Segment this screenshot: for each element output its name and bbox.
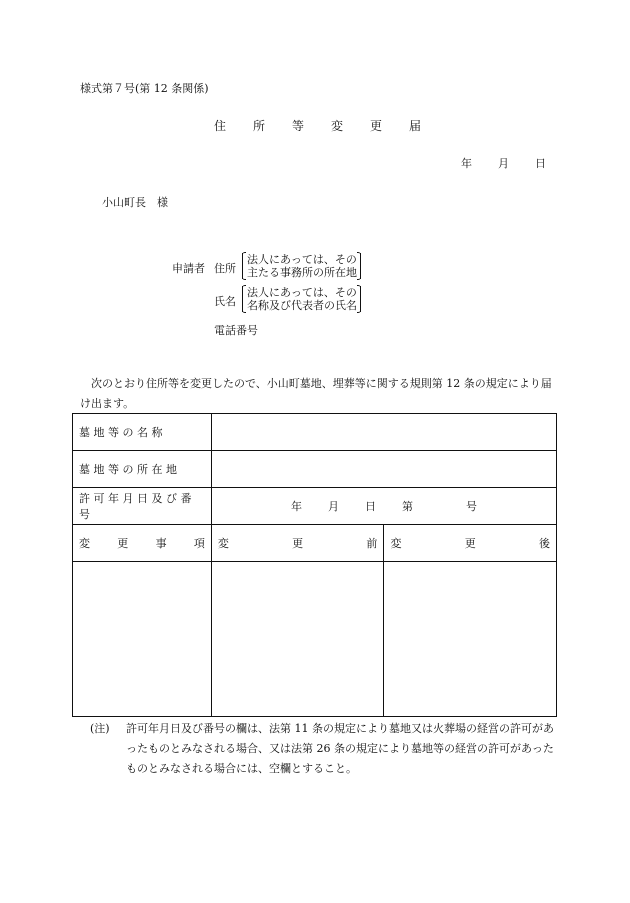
header-char: 項 [193,537,205,550]
cemetery-location-label-text: 墓 地 等 の 所 在 地 [79,463,177,476]
table-row [73,562,557,717]
cemetery-location-label [73,451,212,488]
change-item-field[interactable] [73,562,212,717]
header-char: 変 [390,537,402,550]
date-day: 日 [535,157,546,170]
title-char: 住 [214,119,227,133]
cemetery-name-label [73,414,212,451]
table-row [73,414,557,451]
change-form-table [72,413,557,717]
header-char: 後 [539,537,550,550]
table-row [73,451,557,488]
date-line [461,155,546,171]
title-char: 届 [409,119,422,133]
after-header [384,525,557,562]
permit-go: 号 [465,500,477,513]
title-char: 等 [292,119,305,133]
header-char: 変 [79,537,90,550]
date-month: 月 [498,157,509,170]
name-note-line: 名称及び代表者の氏名 [247,299,357,312]
permit-day: 日 [364,500,376,513]
permit-year: 年 [290,500,302,513]
body-text: 次のとおり住所等を変更したので、小山町墓地、埋葬等に関する規則第 12 条の規定により届け出ます。 [80,377,552,410]
table-row [73,525,557,562]
name-label: 氏名 [214,295,236,308]
before-field[interactable] [211,562,384,717]
permit-month: 月 [327,500,339,513]
note-marker: (注) [90,722,110,735]
permit-dai: 第 [401,500,413,513]
table-row [73,488,557,525]
title-char: 変 [331,119,344,133]
cemetery-location-field[interactable] [211,451,556,488]
header-char: 更 [464,537,476,550]
title-char: 更 [370,119,383,133]
header-char: 更 [117,537,129,550]
applicant-label: 申請者 [172,262,205,275]
change-item-header [73,525,212,562]
note-text: 許可年月日及び番号の欄は、法第 11 条の規定により墓地又は火葬場の経営の許可があったものとみなされる場合、又は法第 26 条の規定により墓地等の経営の許可があったものとみなされる場合には、空欄とすること。 [126,722,554,775]
after-field[interactable] [384,562,557,717]
header-char: 事 [155,537,167,550]
before-header [211,525,384,562]
before-header-text [218,535,378,551]
permit-label [73,488,212,525]
title-char: 所 [253,119,266,133]
header-char: 変 [217,537,229,550]
name-note [242,286,361,312]
header-char: 前 [366,537,378,550]
permit-label-text: 許 可 年 月 日 及 び 番 号 [79,492,192,521]
phone-label: 電話番号 [214,324,258,337]
form-title [214,117,448,134]
cemetery-name-label-text: 墓 地 等 の 名 称 [79,426,163,439]
date-year: 年 [461,157,472,170]
after-header-text [390,535,550,551]
form-number: 様式第７号(第 12 条関係) [80,82,209,95]
addressee: 小山町長 様 [102,196,168,209]
address-note-line: 主たる事務所の所在地 [247,266,357,279]
cemetery-name-field[interactable] [211,414,556,451]
header-char: 更 [292,537,304,550]
permit-field[interactable] [211,488,556,525]
name-note-line: 法人にあっては、その [247,286,357,299]
change-item-header-text [79,535,205,551]
address-note [242,253,361,279]
address-label: 住所 [214,262,236,275]
address-note-line: 法人にあっては、その [247,253,357,266]
